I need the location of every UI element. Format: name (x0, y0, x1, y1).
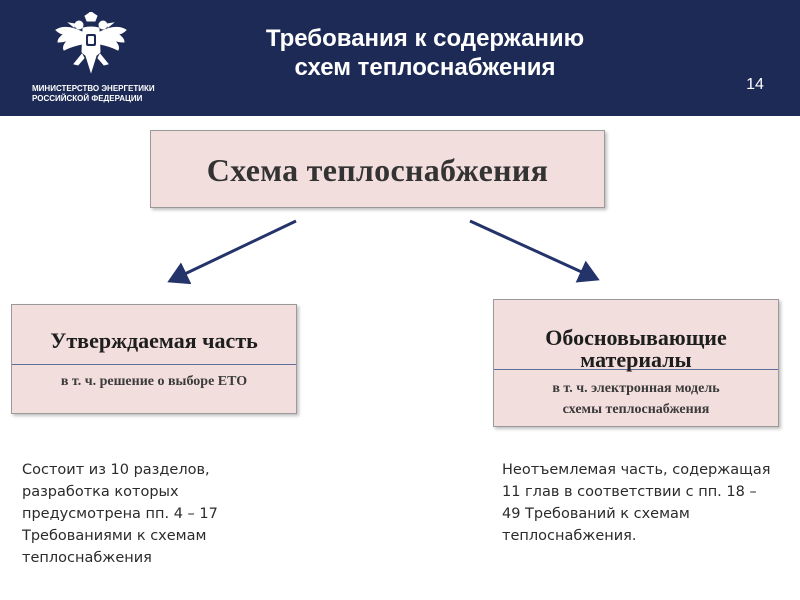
left-note-line: Состоит из 10 разделов, (22, 462, 210, 478)
slide-title-line-2: схем теплоснабжения (294, 54, 556, 81)
slide-title (180, 24, 670, 82)
right-note-line: 11 глав в соответствии с пп. 18 – (502, 484, 757, 500)
arrow-to-left-node (170, 221, 296, 281)
left-note-line: Требованиями к схемам (22, 528, 207, 544)
left-note-line: предусмотрена пп. 4 – 17 (22, 506, 218, 522)
right-node-subtitle-line-2: схемы теплоснабжения (562, 402, 710, 417)
root-node-box: Схема теплоснабжения (150, 130, 605, 208)
slide-title-line-1: Требования к содержанию (265, 25, 585, 52)
arrow-to-right-node (470, 221, 597, 279)
ministry-line-2: РОССИЙСКОЙ ФЕДЕРАЦИИ (32, 94, 143, 103)
left-note-line: теплоснабжения (22, 550, 152, 566)
right-note-line: Неотъемлемая часть, содержащая (502, 462, 771, 478)
ministry-line-1: МИНИСТЕРСТВО ЭНЕРГЕТИКИ (32, 84, 155, 93)
left-node-box (11, 304, 297, 414)
right-node-subtitle-line-1: в т. ч. электронная модель (552, 381, 720, 396)
right-node-box (493, 299, 779, 427)
right-note-line: теплоснабжения. (502, 528, 637, 544)
right-note-line: 49 Требований к схемам (502, 506, 690, 522)
right-node-subtitle (494, 378, 778, 420)
ministry-name (32, 84, 162, 104)
right-node-title (494, 300, 778, 370)
left-note-line: разработка которых (22, 484, 179, 500)
left-node-title: Утверждаемая часть (12, 305, 296, 365)
page-number: 14 (746, 76, 764, 93)
double-headed-eagle-emblem-icon (52, 12, 130, 80)
right-note (502, 459, 782, 547)
left-note (22, 459, 262, 569)
right-node-title-line-2: материалы (580, 347, 692, 372)
left-node-subtitle: в т. ч. решение о выборе ЕТО (60, 374, 248, 389)
header-bar (0, 0, 800, 116)
right-node-title-line-1: Обосновывающие (545, 325, 727, 350)
